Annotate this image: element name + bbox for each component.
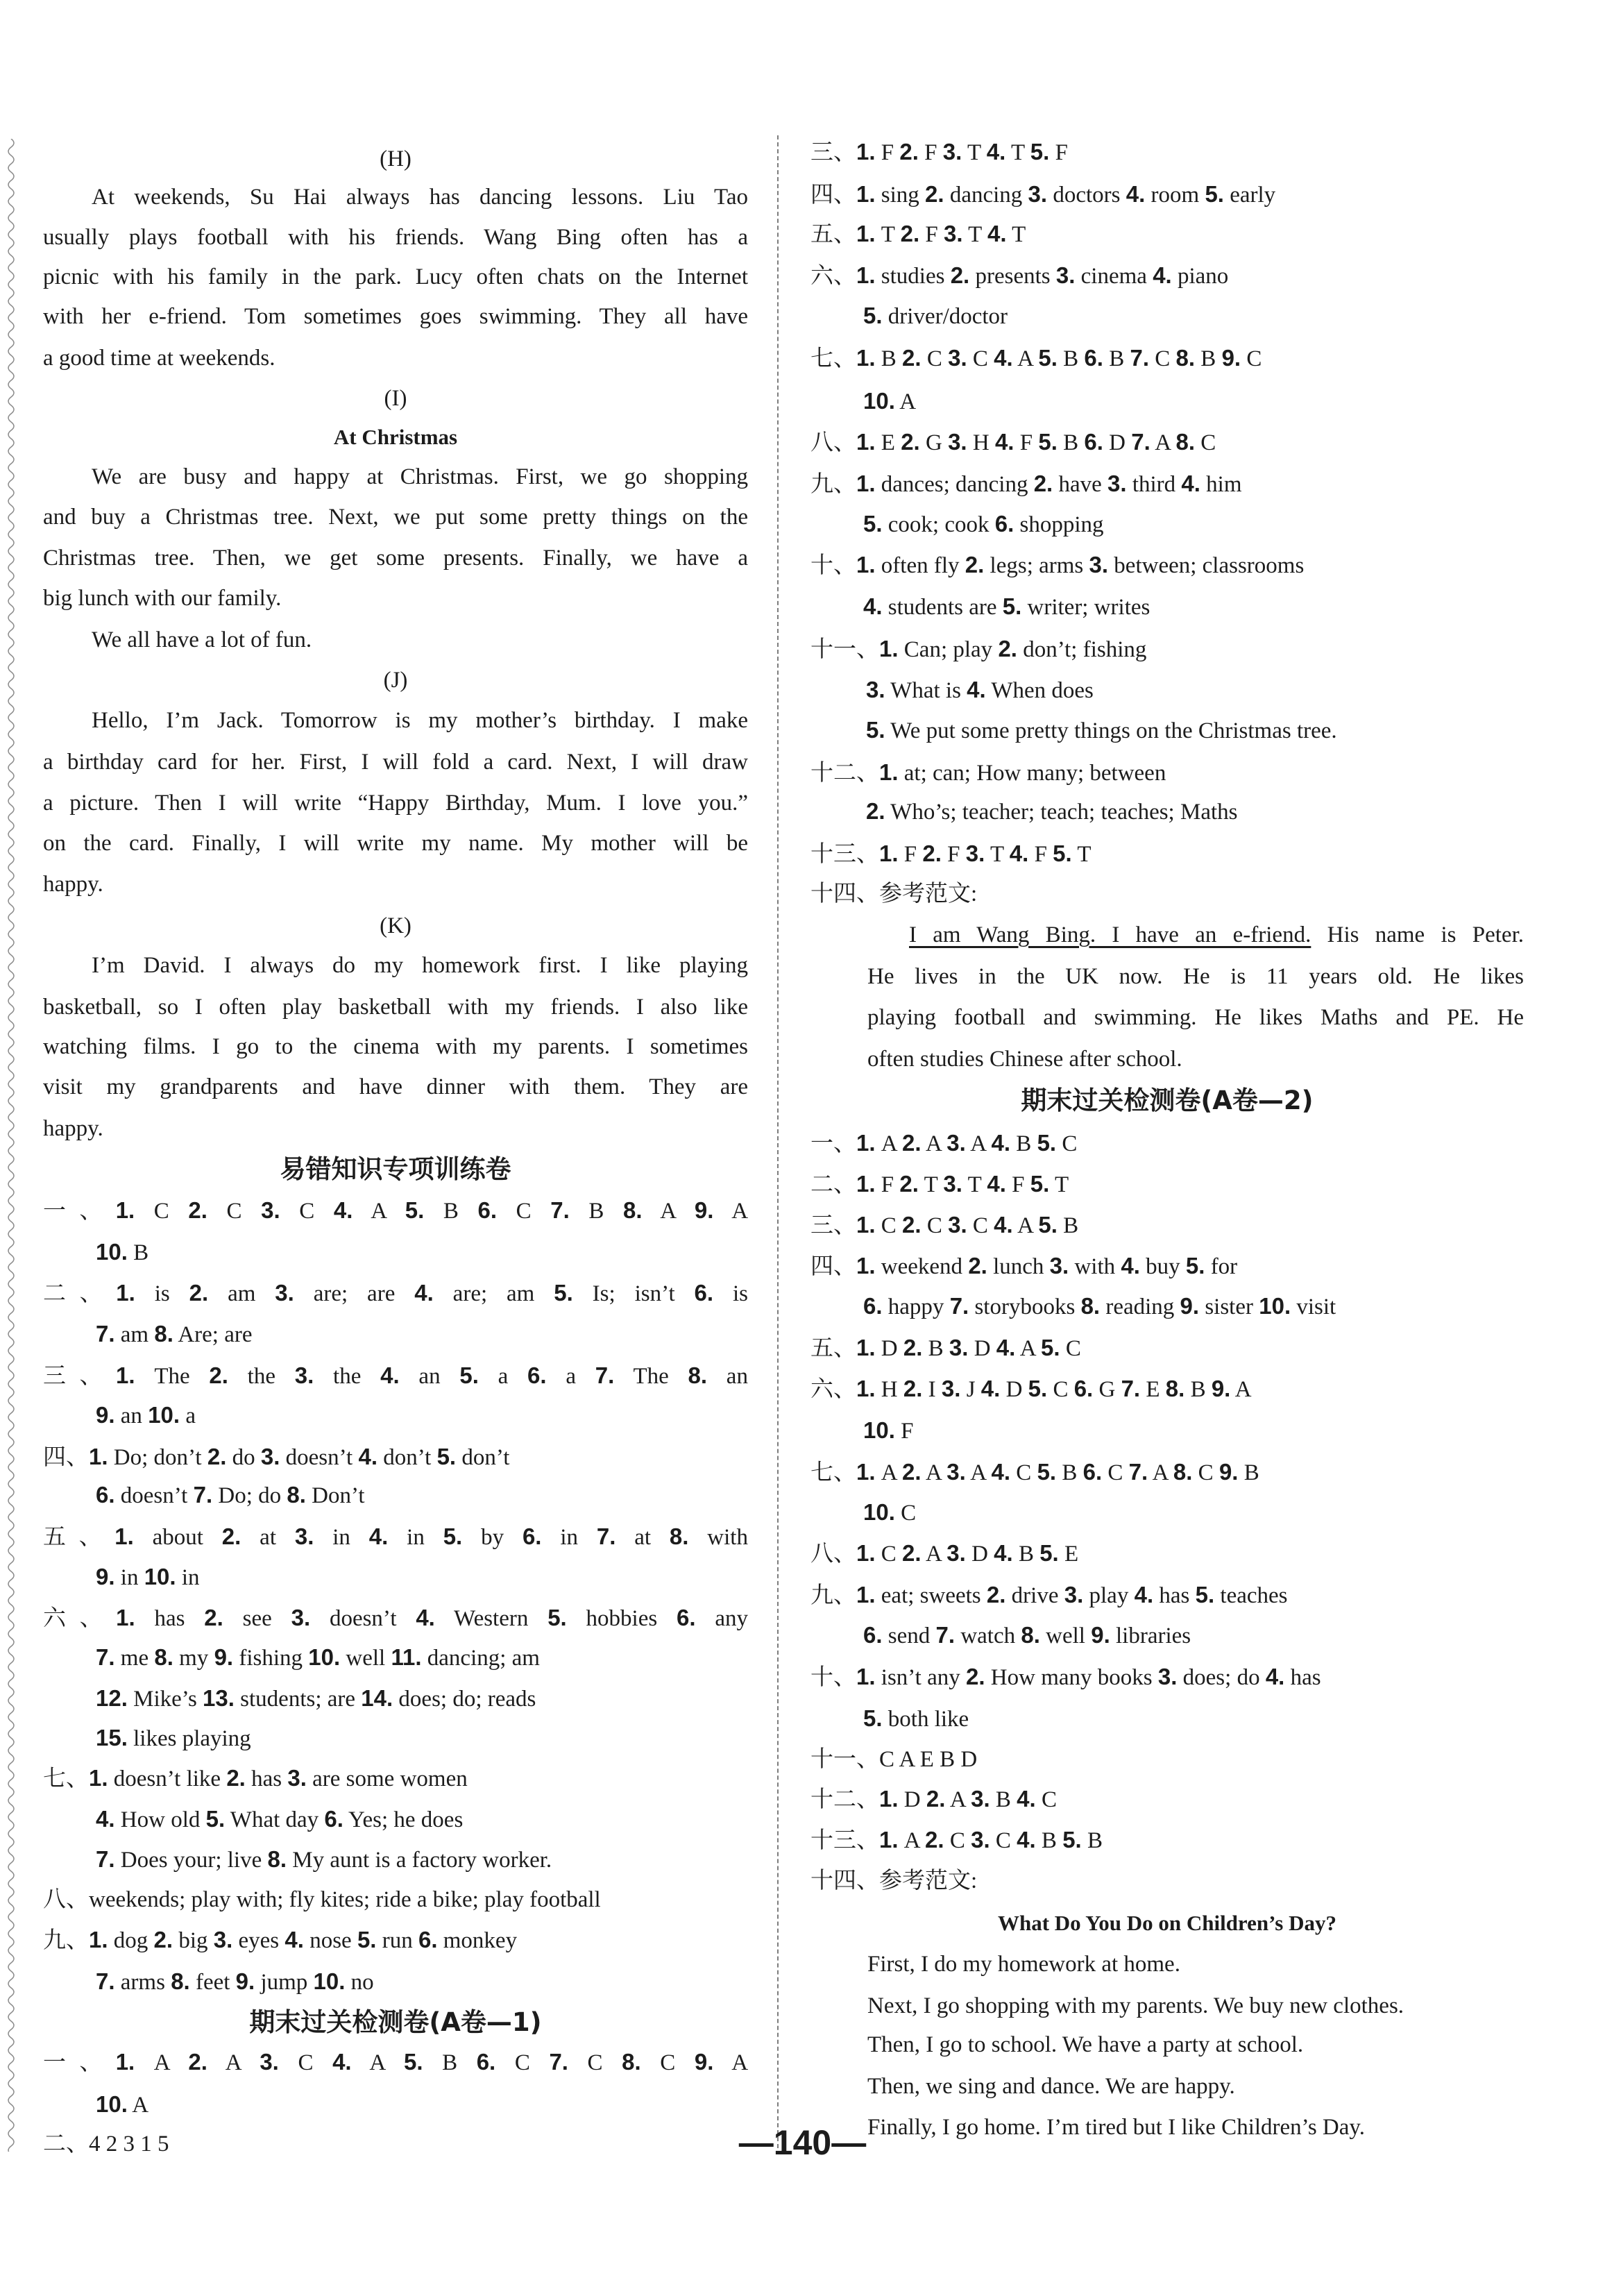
answer-row: 六、1. studies 2. presents 3. cinema 4. piano: [810, 262, 1229, 289]
essay-title: At Christmas: [333, 425, 458, 449]
text-line: 3. What is 4. When does: [866, 677, 1094, 703]
answer-row: 一、1. C 2. C 3. C 4. A 5. B 6. C 7. B 8. A 9. A: [43, 1197, 749, 1224]
text-line: I’m David. I always do my homework first. I like playing: [92, 953, 748, 978]
text-line: happy.: [43, 872, 103, 897]
answer-row: 十二、1. at; can; How many; between: [810, 759, 1166, 786]
answer-row: 九、1. dog 2. big 3. eyes 4. nose 5. run 6. monkey: [43, 1927, 518, 1953]
answer-row: 五、1. D 2. B 3. D 4. A 5. C: [810, 1335, 1081, 1361]
section-heading: 期末过关检测卷(A卷—2): [1021, 1086, 1314, 1115]
answer-row: 一、1. A 2. A 3. C 4. A 5. B 6. C 7. C 8. C 9. A: [43, 2049, 749, 2075]
text-line: 7. me 8. my 9. fishing 10. well 11. dancing; am: [96, 1644, 540, 1671]
text-line: (K): [380, 913, 411, 938]
text-line: (J): [383, 668, 408, 693]
text-line: picnic with his family in the park. Lucy often chats on the Internet: [43, 264, 748, 289]
answer-row: 八、1. E 2. G 3. H 4. F 5. B 6. D 7. A 8. C: [810, 429, 1216, 455]
text-line: At weekends, Su Hai always has dancing lessons. Liu Tao: [92, 185, 748, 210]
answer-row: 六、1. has 2. see 3. doesn’t 4. Western 5. hobbies 6. any: [43, 1605, 749, 1631]
text-line: 5. We put some pretty things on the Christmas tree.: [866, 717, 1337, 743]
answer-row: 十一、1. Can; play 2. don’t; fishing: [810, 636, 1147, 662]
answer-row: 五、1. T 2. F 3. T 4. T: [810, 221, 1026, 247]
answer-row: 八、weekends; play with; fly kites; ride a bike; play football: [43, 1887, 601, 1912]
text-line: 4. How old 5. What day 6. Yes; he does: [96, 1806, 464, 1832]
wavy-line-path: [8, 139, 14, 2152]
answer-row: 八、1. C 2. A 3. D 4. B 5. E: [810, 1540, 1079, 1567]
text-line: basketball, so I often play basketball with my friends. I also like: [43, 995, 748, 1020]
answer-row: 一、1. A 2. A 3. A 4. B 5. C: [810, 1130, 1078, 1156]
text-line: 4. students are 5. writer; writes: [863, 593, 1150, 620]
text-line: We are busy and happy at Christmas. First, we go shopping: [92, 464, 748, 489]
page-number: —140—: [738, 2123, 867, 2162]
text-line: (H): [380, 146, 411, 171]
answer-row: 四、1. weekend 2. lunch 3. with 4. buy 5. for: [810, 1253, 1238, 1279]
text-line: 5. both like: [863, 1705, 969, 1732]
text-line: 10. C: [863, 1499, 917, 1526]
text-line: 2. Who’s; teacher; teach; teaches; Maths: [866, 798, 1238, 825]
answer-row: 九、1. eat; sweets 2. drive 3. play 4. has 5. teaches: [810, 1582, 1288, 1608]
answer-row: 六、1. H 2. I 3. J 4. D 5. C 6. G 7. E 8. B 9. A: [810, 1376, 1252, 1402]
answer-row: 十四、参考范文:: [810, 881, 978, 906]
answer-row: 七、1. doesn’t like 2. has 3. are some women: [43, 1765, 468, 1791]
essay-line: often studies Chinese after school.: [867, 1047, 1182, 1072]
answer-row: 十四、参考范文:: [810, 1868, 978, 1893]
text-line: visit my grandparents and have dinner with them. They are: [43, 1074, 748, 1099]
answer-row: 九、1. dances; dancing 2. have 3. third 4. him: [810, 471, 1242, 497]
text-line: 6. doesn’t 7. Do; do 8. Don’t: [96, 1482, 365, 1508]
text-line: 10. B: [96, 1239, 149, 1265]
text-line: 10. F: [863, 1417, 914, 1444]
answer-row: 五、1. about 2. at 3. in 4. in 5. by 6. in 7. at 8. with: [43, 1523, 748, 1550]
text-line: (I): [384, 386, 407, 411]
answer-row: 十一、C A E B D: [810, 1747, 978, 1772]
answer-row: 十、1. often fly 2. legs; arms 3. between; classrooms: [810, 552, 1305, 578]
text-line: usually plays football with his friends. Wang Bing often has a: [43, 225, 748, 250]
answer-row: 二、1. F 2. T 3. T 4. F 5. T: [810, 1171, 1069, 1197]
text-line: 9. an 10. a: [96, 1402, 196, 1428]
answer-row: 十、1. isn’t any 2. How many books 3. does; do 4. has: [810, 1664, 1321, 1690]
underlined-opening: I am Wang Bing. I have an e-friend.: [909, 922, 1311, 947]
text-line: We all have a lot of fun.: [92, 627, 312, 652]
essay-line: Finally, I go home. I’m tired but I like Children’s Day.: [867, 2115, 1366, 2140]
answer-row: 四、1. Do; don’t 2. do 3. doesn’t 4. don’t 5. don’t: [43, 1444, 510, 1470]
text-line: a good time at weekends.: [43, 346, 275, 371]
answer-row: 七、1. A 2. A 3. A 4. C 5. B 6. C 7. A 8. C 9. B: [810, 1459, 1259, 1485]
essay-line: Next, I go shopping with my parents. We buy new clothes.: [867, 1993, 1404, 2018]
text-line: a picture. Then I will write “Happy Birthday, Mum. I love you.”: [43, 791, 748, 816]
answer-row: 二、1. is 2. am 3. are; are 4. are; am 5. Is; isn’t 6. is: [43, 1280, 748, 1306]
text-line: 7. am 8. Are; are: [96, 1321, 253, 1347]
answer-row: 十三、1. A 2. C 3. C 4. B 5. B: [810, 1827, 1103, 1853]
answer-row: 三、1. The 2. the 3. the 4. an 5. a 6. a 7. The 8. an: [43, 1362, 748, 1389]
text-line: 5. driver/doctor: [863, 303, 1008, 329]
essay-line: He lives in the UK now. He is 11 years old. He likes: [867, 964, 1524, 989]
text-line: 15. likes playing: [96, 1725, 251, 1751]
text-line: watching films. I go to the cinema with my parents. I sometimes: [43, 1034, 748, 1059]
text-line: Hello, I’m Jack. Tomorrow is my mother’s birthday. I make: [92, 708, 748, 733]
column-divider: [777, 135, 779, 2148]
essay-line: First, I do my homework at home.: [867, 1952, 1180, 1977]
answer-row: 三、1. F 2. F 3. T 4. T 5. F: [810, 139, 1068, 165]
answer-row: 十二、1. D 2. A 3. B 4. C: [810, 1786, 1057, 1812]
text-line: Christmas tree. Then, we get some presents. Finally, we have a: [43, 546, 748, 571]
essay-line: Then, I go to school. We have a party at school.: [867, 2032, 1304, 2057]
binding-edge-wavy-line: [4, 139, 18, 2152]
essay-line: playing football and swimming. He likes Maths and PE. He: [867, 1005, 1524, 1030]
essay-line: I am Wang Bing. I have an e-friend. His name is Peter.: [909, 922, 1524, 947]
text-line: a birthday card for her. First, I will fold a card. Next, I will draw: [43, 750, 748, 775]
answer-row: 十三、1. F 2. F 3. T 4. F 5. T: [810, 841, 1092, 867]
essay-line: Then, we sing and dance. We are happy.: [867, 2074, 1235, 2099]
text-line: 10. A: [863, 388, 917, 414]
text-line: with her e-friend. Tom sometimes goes swimming. They all have: [43, 304, 748, 329]
text-line: 7. arms 8. feet 9. jump 10. no: [96, 1968, 374, 1995]
essay-title: What Do You Do on Children’s Day?: [997, 1911, 1337, 1935]
answer-row: 四、1. sing 2. dancing 3. doctors 4. room 5. early: [810, 181, 1276, 208]
answer-row: 七、1. B 2. C 3. C 4. A 5. B 6. B 7. C 8. B 9. C: [810, 345, 1262, 371]
text-line: 10. A: [96, 2091, 149, 2118]
text-line: big lunch with our family.: [43, 586, 282, 611]
section-heading: 易错知识专项训练卷: [280, 1154, 511, 1184]
answer-row: 二、4 2 3 1 5: [43, 2132, 169, 2156]
text-line: happy.: [43, 1116, 103, 1141]
text-line: on the card. Finally, I will write my name. My mother will be: [43, 831, 748, 856]
text-line: 6. happy 7. storybooks 8. reading 9. sister 10. visit: [863, 1293, 1336, 1319]
section-heading: 期末过关检测卷(A卷—1): [249, 2007, 542, 2037]
text-line: and buy a Christmas tree. Next, we put some pretty things on the: [43, 505, 748, 530]
answer-row: 三、1. C 2. C 3. C 4. A 5. B: [810, 1212, 1079, 1238]
text-line: 5. cook; cook 6. shopping: [863, 511, 1104, 537]
text-line: 6. send 7. watch 8. well 9. libraries: [863, 1622, 1191, 1648]
text-line: 9. in 10. in: [96, 1564, 200, 1590]
text-line: 7. Does your; live 8. My aunt is a factory worker.: [96, 1846, 552, 1873]
text-line: 12. Mike’s 13. students; are 14. does; do; reads: [96, 1685, 536, 1712]
